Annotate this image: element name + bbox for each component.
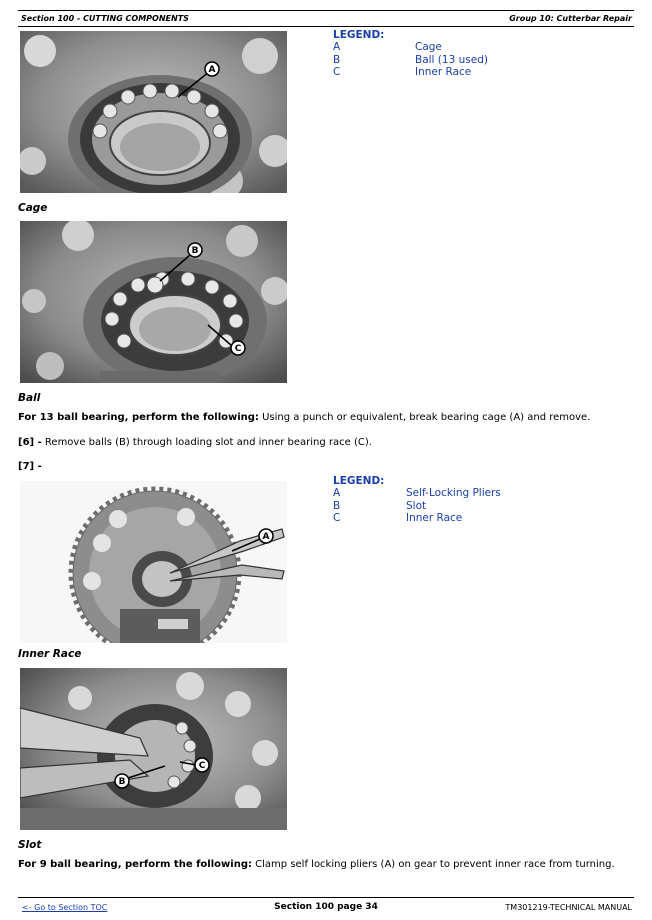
- legend-label: Ball (13 used): [415, 53, 488, 66]
- photo-bearing-balls: [20, 221, 287, 383]
- legend-key: C: [333, 66, 341, 78]
- caption-ball: Ball: [18, 392, 41, 404]
- legend-key: B: [333, 53, 341, 66]
- instruction-13-ball-text: Using a punch or equivalent, break bearing cage (A) and remove.: [258, 412, 591, 423]
- legend-title: LEGEND:: [333, 475, 385, 487]
- go-to-section-toc-link[interactable]: <- Go to Section TOC: [22, 903, 108, 912]
- photo-bearing-slot: [20, 668, 287, 830]
- instruction-9-ball: [18, 859, 615, 870]
- callout-b: B: [191, 246, 199, 256]
- legend-title: LEGEND:: [333, 29, 385, 41]
- legend-pliers-parts: [333, 475, 593, 525]
- instruction-13-ball: [18, 412, 590, 423]
- legend-row-a: [333, 487, 593, 500]
- callout-a: A: [208, 65, 216, 75]
- legend-key: B: [333, 499, 341, 512]
- footer-page-number: Section 100 page 34: [274, 902, 378, 912]
- instruction-step-6-text: Remove balls (B) through loading slot and inner bearing race (C).: [41, 437, 372, 448]
- legend-row-b: [333, 500, 593, 513]
- legend-key: A: [333, 487, 341, 499]
- photo-bearing-cage: [20, 31, 287, 193]
- header-rule-top: [18, 10, 634, 11]
- footer-manual-id: TM301219-TECHNICAL MANUAL: [505, 903, 632, 912]
- legend-row-a: [333, 41, 593, 54]
- callout-b: B: [118, 777, 126, 787]
- legend-label: Slot: [406, 499, 427, 512]
- instruction-9-ball-text: Clamp self locking pliers (A) on gear to prevent inner race from turning.: [251, 859, 615, 870]
- callout-a: A: [262, 532, 270, 542]
- instruction-step-6-number: [6] -: [18, 437, 42, 448]
- instruction-9-ball-lead: For 9 ball bearing, perform the following:: [18, 859, 252, 870]
- header-group-title: Group 10: Cutterbar Repair: [509, 14, 632, 23]
- legend-row-c: [333, 66, 593, 79]
- instruction-step-7: [18, 461, 42, 472]
- instruction-step-6: [18, 437, 372, 448]
- photo-pliers-on-gear: [20, 481, 287, 643]
- legend-label: Cage: [415, 41, 442, 53]
- header-rule-bottom: [18, 26, 634, 27]
- header-section-title: Section 100 - CUTTING COMPONENTS: [21, 14, 189, 23]
- caption-cage: Cage: [18, 202, 48, 214]
- legend-key: A: [333, 41, 341, 53]
- legend-row-c: [333, 512, 593, 525]
- instruction-step-7-number: [7] -: [18, 461, 42, 472]
- legend-label: Inner Race: [406, 512, 463, 524]
- legend-label: Inner Race: [415, 66, 472, 78]
- legend-row-b: [333, 54, 593, 67]
- legend-cage-parts: [333, 29, 593, 79]
- instruction-13-ball-lead: For 13 ball bearing, perform the following:: [18, 412, 259, 423]
- footer-rule: [18, 897, 634, 898]
- caption-slot: Slot: [18, 839, 42, 851]
- callout-c: C: [198, 761, 206, 771]
- legend-key: C: [333, 512, 341, 524]
- callout-c: C: [234, 344, 242, 354]
- legend-label: Self-Locking Pliers: [406, 487, 501, 499]
- caption-inner-race: Inner Race: [18, 648, 82, 660]
